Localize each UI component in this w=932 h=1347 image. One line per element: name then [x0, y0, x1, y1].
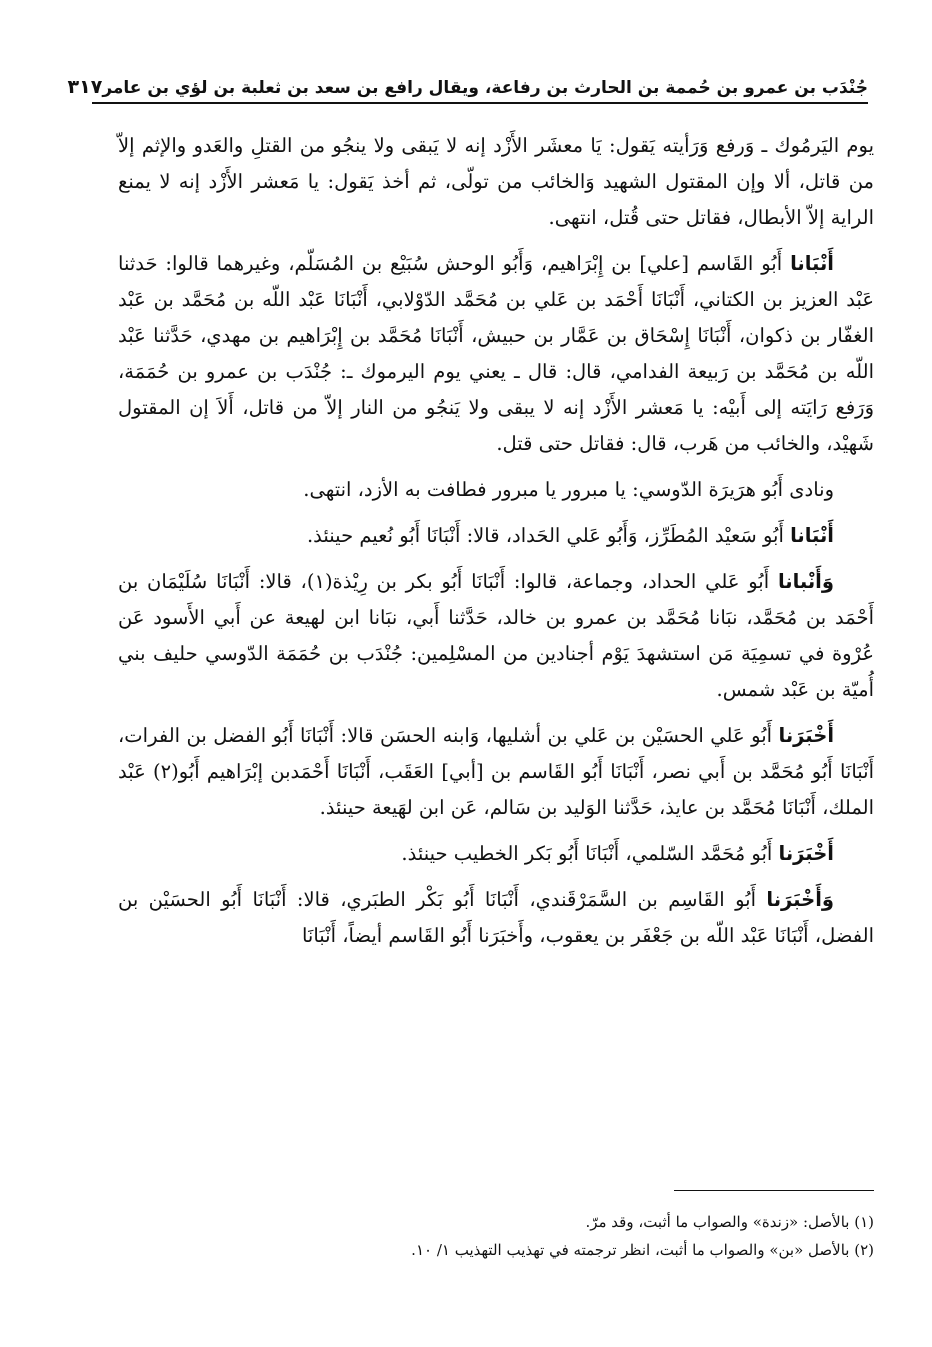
body-text — [118, 128, 874, 964]
paragraph-lead: أَخْبَرَنا — [778, 724, 835, 747]
paragraph-text: ونادى أَبُو هرَيرَة الدّوسي: يا مبرور يا مبرور فطافت به الأزد، انتهى. — [303, 478, 834, 501]
paragraph — [118, 564, 874, 708]
paragraph-lead: أَنْبَانا — [790, 252, 834, 275]
paragraph — [118, 472, 874, 508]
running-head-title: جُنْدَب بن عمرو بن حُممة بن الحارث بن رفاعة، ويقال رافع بن سعد بن ثعلبة بن لؤي بن عامر — [102, 78, 868, 98]
paragraph-text: أَبُو القَاسِم بن السَّمَرْقَندي، أَنْبَانَا أَبُو بَكْر الطبَري، قالا: أَنْبَانَا أَبُو الحسَيْن بن الفضل، أَنْبَانَا عَبْد اللّه بن جَعْفَر بن يعقوب، وأَخبَرَنا أَبُو القَاسم أيضاً، أَنْبَانَا — [118, 888, 874, 947]
paragraph-text: يوم اليَرمُوك ـ وَرفع وَرَأيته يَقول: يَا معشَر الأَزْد إنه لا يَبقى ولا ينجُو من القتلِ والعَدو والإثم إلاّ من قاتل، ألا وإن المقتول الشهيد وَالخائب من تولّى، ثم أخذ يَقول: يا مَعشر الأَزْد إنه لا يمنع الراية إلاّ الأبطال، فقاتل حتى قُتل، انتهى. — [118, 134, 874, 229]
paragraph — [118, 518, 874, 554]
paragraph-lead: وَأَخْبَرَنا — [766, 888, 834, 911]
paragraph — [118, 246, 874, 462]
paragraph-text: أَبُو عَلي الحسَيْن بن عَلي بن أشليها، وَابنه الحسَن قالا: أَنْبَانَا أَبُو الفضل بن الفرات، أَنْبَانَا أَبُو مُحَمَّد بن أَبي نصر، أَنْبَانَا أَبُو القَاسم بن [أبي] العَقَب، أَنْبَانَا أَحْمَدبن إبْرَاهيم أَبُو(٢) عَبْد الملك، أَنْبَانَا مُحَمَّد بن عايذ، حَدَّثنا الوَليد بن سَالم، عَن ابن لهَيعة حينئذ. — [118, 724, 874, 819]
paragraph-text: أَبُو سَعيْد المُطَرِّز، وَأَبُو عَلي الحَداد، قالا: أَنْبَانَا أَبُو نُعيم حينئذ. — [306, 524, 784, 547]
footnote: (٢) بالأصل «بن» والصواب ما أثبت، انظر ترجمته في تهذيب التهذيب ١/ ١٠. — [411, 1241, 874, 1259]
paragraph-text: أَبُو مُحَمَّد السّلمي، أَنْبَانَا أَبُو بَكر الخطيب حينئذ. — [401, 842, 773, 865]
page-number: ٣١٧ — [67, 76, 103, 98]
paragraph-text: أَبُو عَلي الحداد، وجماعة، قالوا: أَنْبَانَا أَبُو بكر بن رِيْذة(١)، قالا: أَنْبَانَا سُلَيْمَان بن أَحْمَد بن مُحَمَّد، نبَانا مُحَمَّد بن عمرو بن خالد، حَدَّثنا أَبي، نبَانا ابن لهيعة عن أَبي الأَسود عَن عُرْوة في تسمِيَة مَن استشهدَ يَوْم أجنادين من المسْلِمين: جُنْدَب بن حُمَمَة الدّوسي حليف بني أُميّة بن عَبْد شمس. — [118, 570, 874, 701]
paragraph — [118, 128, 874, 236]
paragraph-lead: وَأَنْبانا — [777, 570, 834, 593]
footnote: (١) بالأصل: «زندة» والصواب ما أثبت، وقد مرّ. — [585, 1213, 874, 1231]
running-head — [67, 58, 868, 104]
paragraph-lead: أَنْبَانا — [790, 524, 834, 547]
paragraph — [118, 836, 874, 872]
paragraph — [118, 718, 874, 826]
paragraph — [118, 882, 874, 954]
paragraph-lead: أَخْبَرَنا — [778, 842, 834, 865]
footnotes — [118, 1208, 874, 1264]
paragraph-text: أَبُو القَاسم [علي] بن إِبْرَاهيم، وَأَبُو الوحش سُبَيْع بن المُسَلّم، وغيرهما قالوا: حَدثنا عَبْد العزيز بن الكتاني، أَنْبَانَا أَحْمَد بن عَلي بن مُحَمَّد الدّوْلابي، أَنْبَانَا عَبْد اللّه بن مُحَمَّد بن عَبْد الغفّار بن ذكوان، أَنْبَانَا إِسْحَاق بن عَمَّار بن حبيش، أَنْبَانَا مُحَمَّد بن إِبْرَاهيم بن مهدي، حَدَّثنا عَبْد اللّه بن مُحَمَّد بن رَبيعة الفدامي، قال: قال ـ يعني يوم اليرموك ـ: جُنْدَب بن عمرو بن حُمَمَة، وَرَفع رَايَته إلى أَبيْه: يا مَعشر الأَزْد إنه لا يبقى ولا يَنجُو من النار إلاّ من قاتل، أَلاَ إن المقتول شَهيْد، والخائب من هَرب، قال: فقاتل حتى قتل. — [118, 252, 874, 455]
footnote-separator — [674, 1190, 874, 1191]
